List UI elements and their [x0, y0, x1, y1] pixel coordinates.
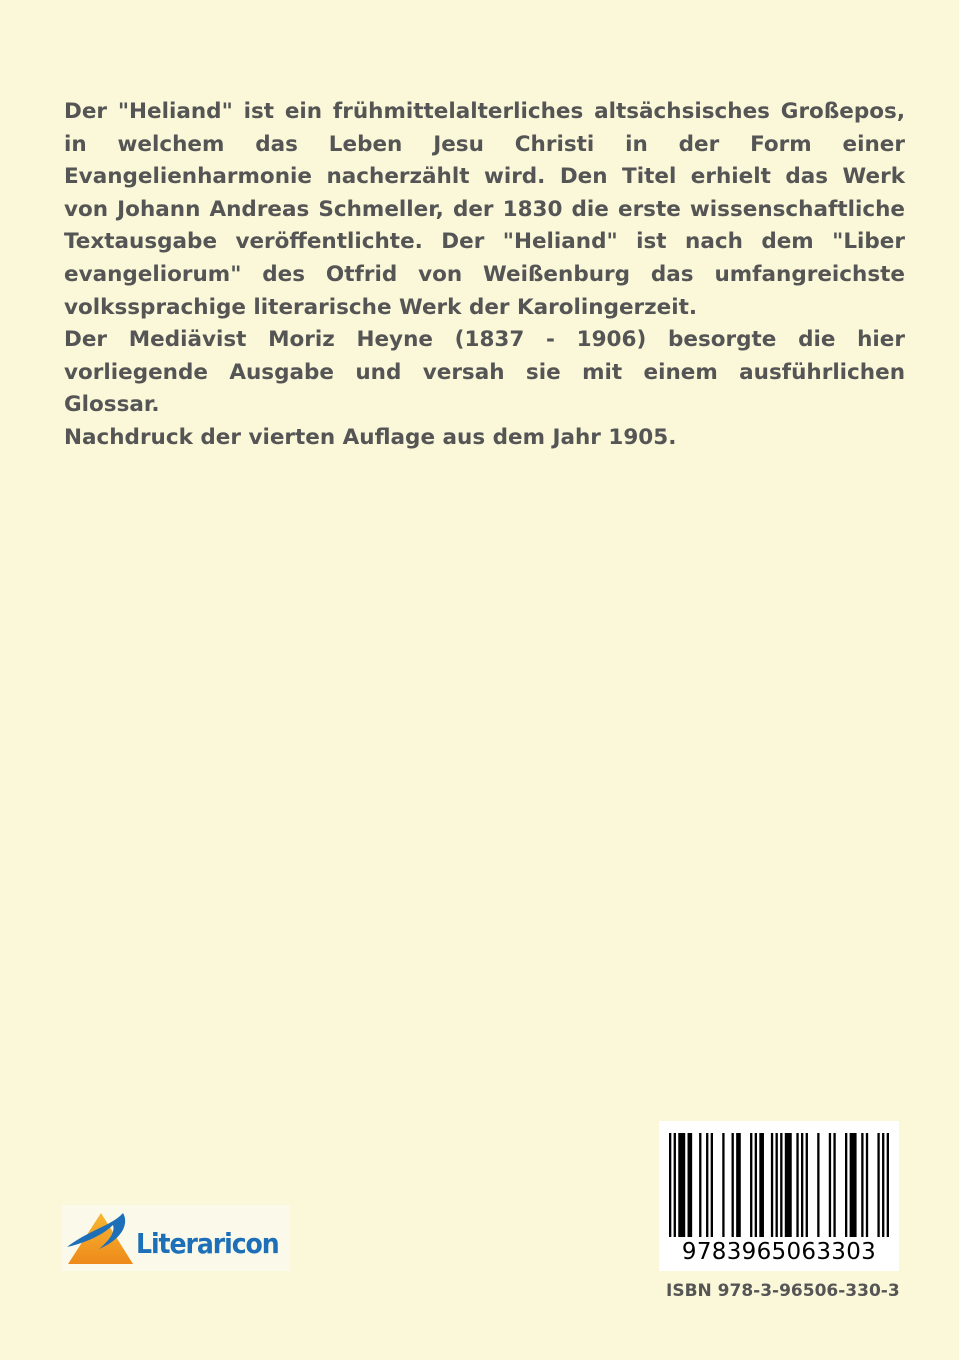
barcode-bar [688, 1133, 693, 1237]
barcode-bar [829, 1133, 831, 1237]
barcode-bar [678, 1133, 685, 1237]
barcode-bar [722, 1133, 724, 1237]
barcode-bar [674, 1133, 676, 1237]
triangle-swoosh-logo-icon [65, 1209, 137, 1269]
barcode-bar [669, 1133, 671, 1237]
barcode-bar [732, 1133, 734, 1237]
publisher-logo [62, 1205, 290, 1271]
barcode-bar [887, 1133, 889, 1237]
barcode-bar [699, 1133, 701, 1237]
barcode-bar [845, 1133, 847, 1237]
barcode-bars [669, 1133, 889, 1237]
barcode-bar [771, 1133, 773, 1237]
isbn-label: ISBN 978-3-96506-330-3 [666, 1281, 900, 1301]
barcode-digits: 9783965063303 [681, 1239, 877, 1265]
barcode-bar [759, 1133, 764, 1237]
barcode [659, 1121, 899, 1271]
barcode-bar [755, 1133, 757, 1237]
barcode-bar [750, 1133, 752, 1237]
barcode-bar [806, 1133, 808, 1237]
barcode-bar [882, 1133, 884, 1237]
blurb-paragraph: Der Mediävist Moriz Heyne (1837 - 1906) besorgte die hier vorliegende Ausgabe und versah sie mit einem ausführlichen Glossar. [64, 327, 905, 418]
barcode-bar [776, 1133, 778, 1237]
back-cover-blurb [64, 96, 905, 455]
barcode-bar [706, 1133, 708, 1237]
barcode-bar [801, 1133, 803, 1237]
barcode-bar [817, 1133, 819, 1237]
barcode-bar [711, 1133, 713, 1237]
publisher-name: Literaricon [136, 1227, 279, 1260]
barcode-bar [785, 1133, 792, 1237]
barcode-bar [850, 1133, 857, 1237]
barcode-bar [861, 1133, 863, 1237]
blurb-paragraph: Nachdruck der vierten Auflage aus dem Jahr 1905. [64, 424, 677, 450]
barcode-bar [780, 1133, 782, 1237]
barcode-bar [833, 1133, 835, 1237]
barcode-bar [866, 1133, 868, 1237]
barcode-bar [796, 1133, 798, 1237]
barcode-bar [877, 1133, 879, 1237]
barcode-bar [736, 1133, 741, 1237]
blurb-paragraph: Der "Heliand" ist ein frühmittelalterliches altsächsisches Großepos, in welchem das Leben Jesu Christi in der Form einer Evangelienharmonie nacherzählt wird. Den Titel erhielt das Werk von Johann Andreas Schmeller, der 1830 die erste wissenschaftliche Textausgabe veröffentlichte. Der "Heliand" ist nach dem "Liber evangeliorum" des Otfrid von Weißenburg das umfangreichste volkssprachige literarische Werk der Karolingerzeit. [64, 99, 905, 320]
